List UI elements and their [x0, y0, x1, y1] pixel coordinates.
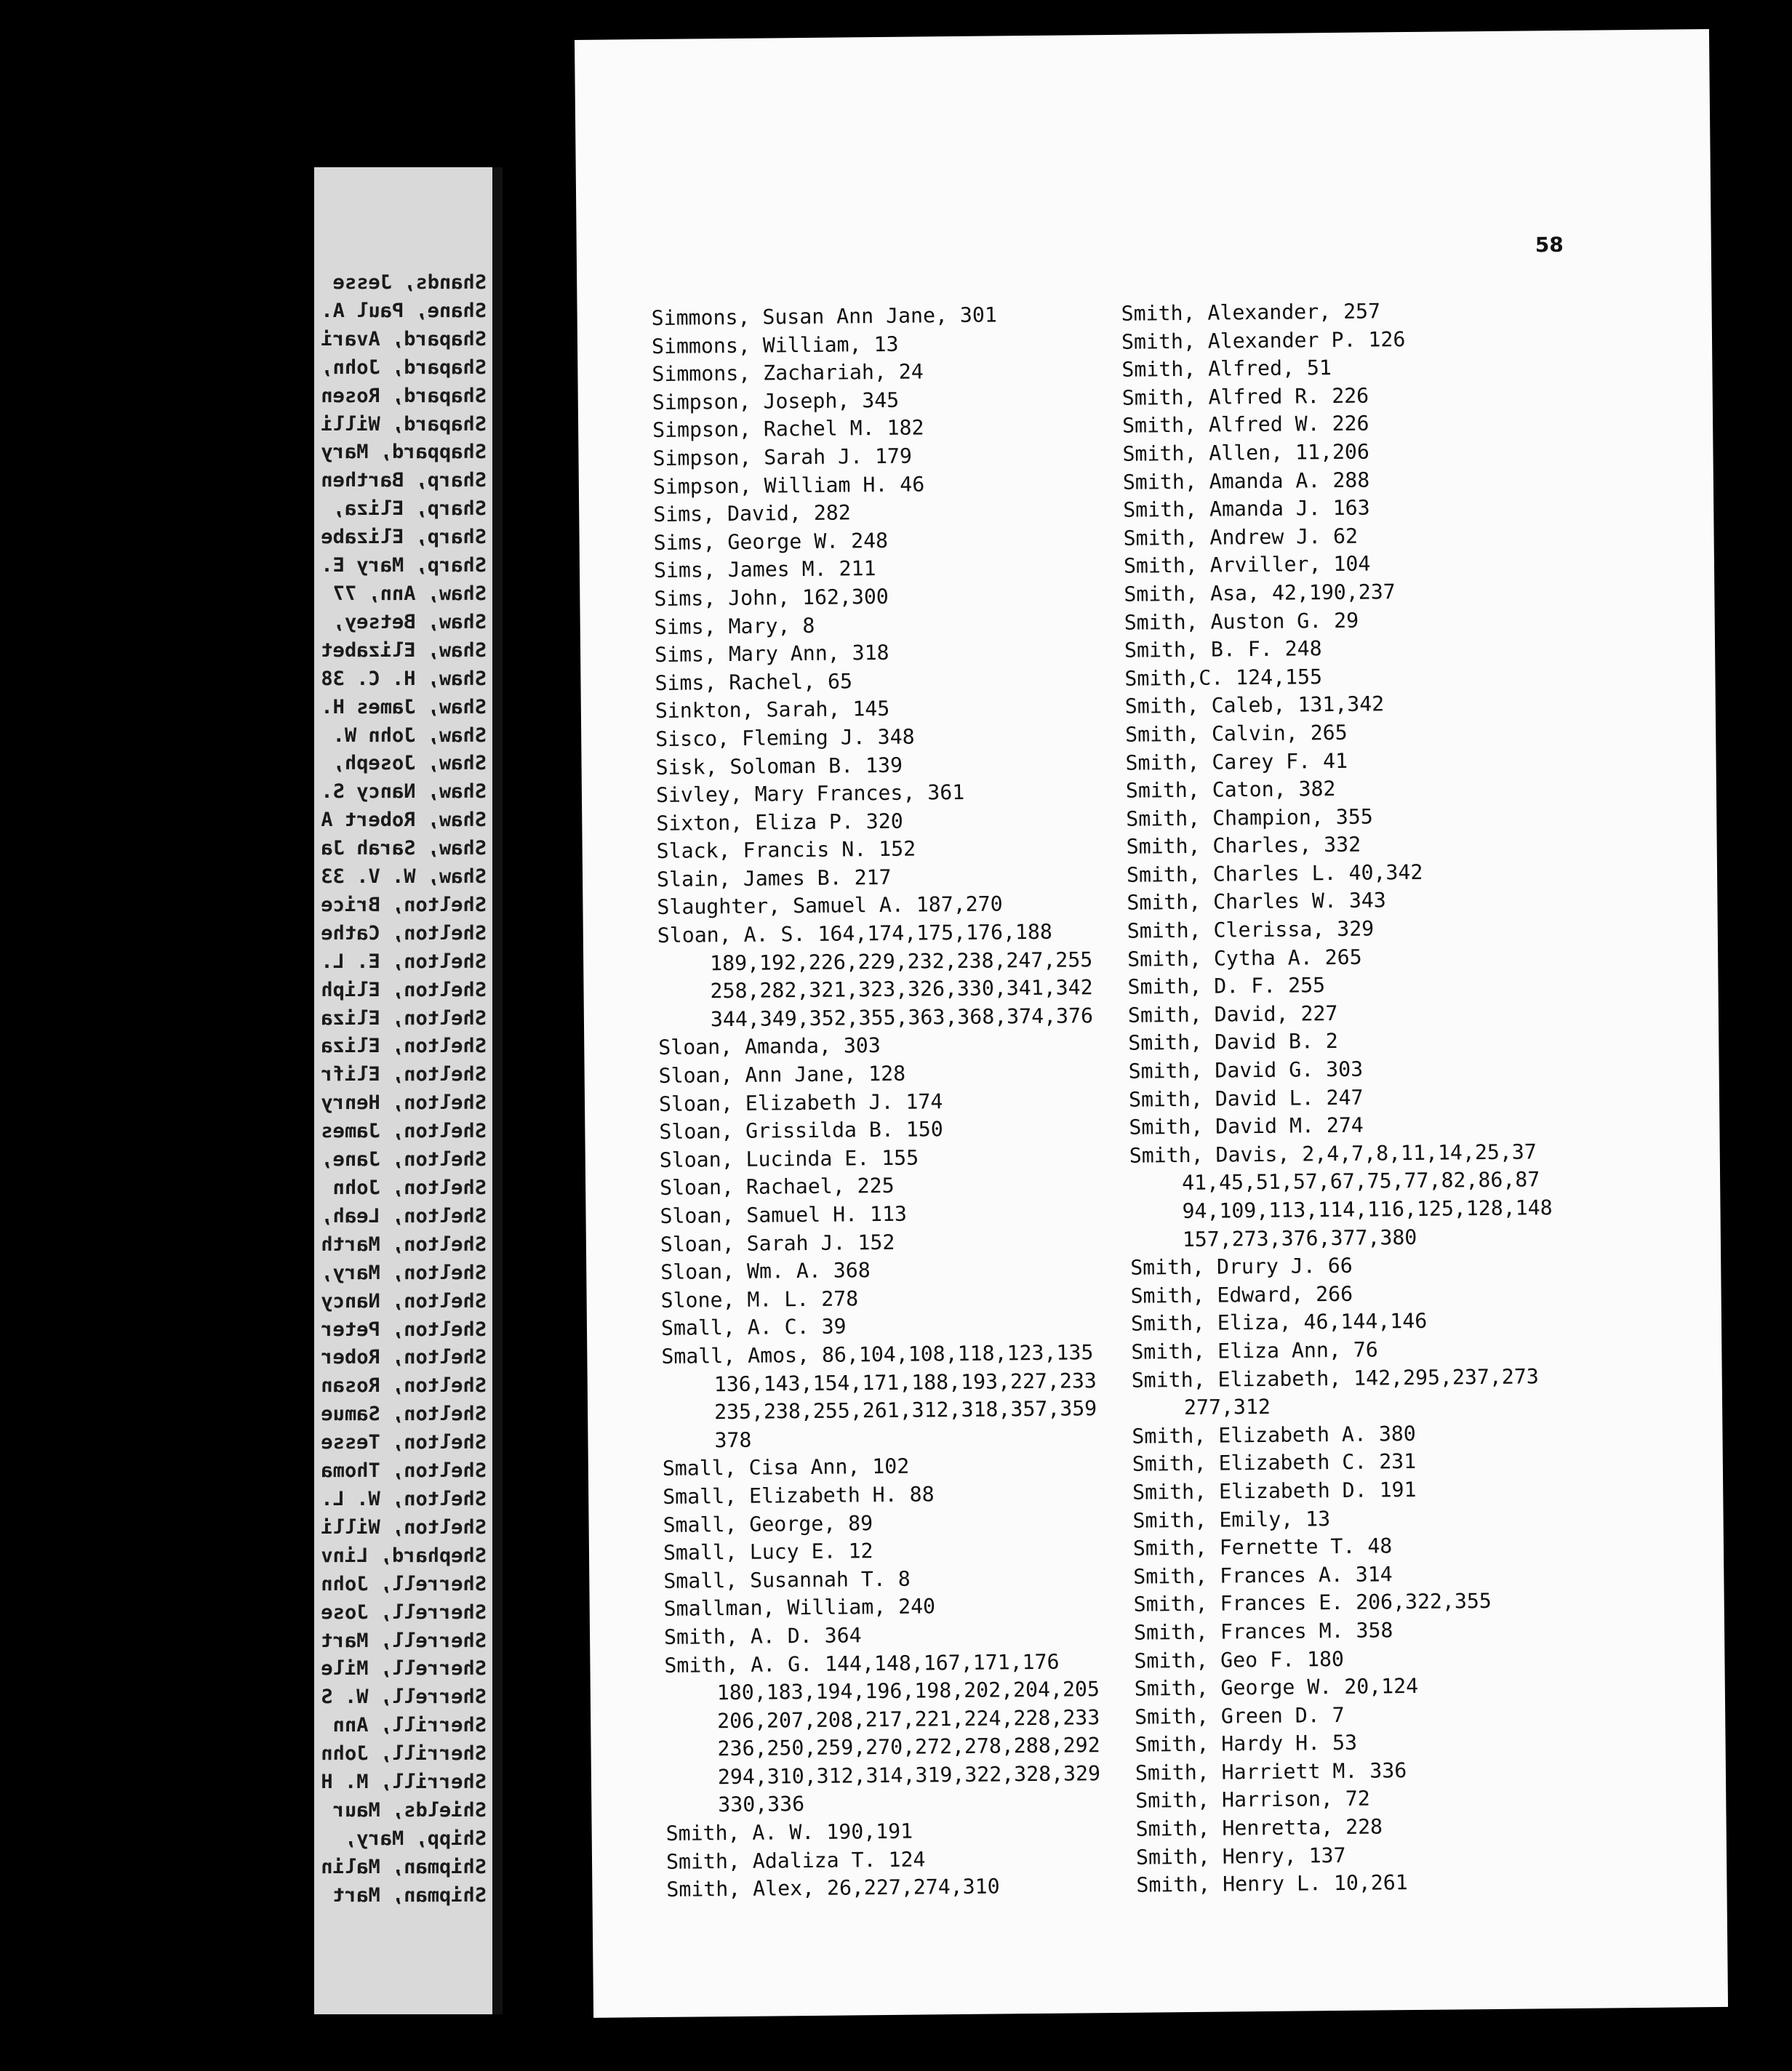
- mirrored-entry: Shipman, Malin: [321, 1855, 487, 1878]
- index-entry: Smith, Hardy H. 53: [1135, 1731, 1358, 1757]
- mirrored-entry: Shappard, Mary: [321, 441, 487, 464]
- mirrored-entry: Shelton, Tesse: [321, 1431, 487, 1454]
- page-number: 58: [1535, 232, 1564, 257]
- mirrored-entry: Sherrill, Ann: [332, 1714, 487, 1737]
- mirrored-entry: Shelton, Eliph: [321, 978, 487, 1001]
- index-entry: 180,183,194,196,198,202,204,205: [716, 1677, 1100, 1705]
- index-entry: Sloan, Rachael, 225: [660, 1174, 895, 1201]
- index-entry: Smith, Davis, 2,4,7,8,11,14,25,37: [1129, 1139, 1537, 1168]
- mirrored-entry: Sharp, Barthen: [321, 469, 487, 492]
- index-entry: Sloan, Amanda, 303: [658, 1033, 881, 1060]
- mirrored-entry: Sherrell, Mart: [321, 1629, 487, 1652]
- index-entry: 94,109,113,114,116,125,128,148: [1182, 1195, 1553, 1224]
- mirrored-entry: Sharp, Elizabe: [321, 526, 487, 549]
- index-entry: Smith, Allen, 11,206: [1122, 439, 1370, 466]
- index-entry: Sixton, Eliza P. 320: [656, 809, 903, 836]
- index-entry: Smith, Henry L. 10,261: [1136, 1870, 1408, 1897]
- index-entry: Smith, Andrew J. 62: [1123, 524, 1359, 550]
- mirrored-entry: Sharp, Eliza,: [332, 497, 487, 521]
- index-entry: Smith, Frances M. 358: [1133, 1618, 1393, 1645]
- index-entry: Sloan, Grissilda B. 150: [659, 1117, 943, 1145]
- mirrored-entry: Shelton, Jane,: [321, 1148, 487, 1171]
- index-entry: Small, Susannah T. 8: [663, 1566, 911, 1593]
- mirrored-entry: Shelton, Marth: [321, 1233, 487, 1256]
- mirrored-entry: Shields, Maur: [332, 1798, 487, 1822]
- index-entry: Smith, Frances E. 206,322,355: [1133, 1589, 1492, 1617]
- index-entry: Small, Lucy E. 12: [663, 1539, 873, 1566]
- index-entry: Smallman, William, 240: [663, 1594, 936, 1622]
- index-entry: Simpson, Rachel M. 182: [652, 415, 924, 443]
- index-entry: Small, A. C. 39: [660, 1314, 847, 1341]
- index-entry: Sloan, Lucinda E. 155: [659, 1145, 919, 1172]
- index-entry: Simpson, William H. 46: [652, 471, 925, 499]
- index-entry: 136,143,154,171,188,193,227,233: [713, 1368, 1097, 1396]
- index-entry: Sloan, Elizabeth J. 174: [658, 1089, 943, 1116]
- previous-page-edge: [314, 167, 503, 2014]
- index-entry: Sims, James M. 211: [653, 556, 876, 583]
- index-entry: Smith, David, 227: [1127, 1001, 1338, 1028]
- index-entry: Smith, David M. 274: [1129, 1113, 1364, 1139]
- index-entry: Smith, Frances A. 314: [1133, 1562, 1393, 1589]
- index-entry: Smith, Fernette T. 48: [1132, 1534, 1393, 1561]
- index-entry: Smith, Alex, 26,227,274,310: [666, 1874, 1000, 1902]
- index-entry: Simmons, William, 13: [651, 332, 899, 358]
- mirrored-entry: Shaw, Joseph,: [332, 752, 487, 775]
- mirrored-entry: Shapard, John,: [321, 356, 487, 379]
- mirrored-entry: Shaw, W. V. 33: [321, 865, 487, 889]
- mirrored-entry: Shaw, John W.: [332, 724, 487, 747]
- index-entry: Sloan, Ann Jane, 128: [658, 1061, 906, 1088]
- index-entry: Small, Elizabeth H. 88: [663, 1482, 935, 1509]
- mirrored-entry: Shelton, John: [332, 1177, 487, 1199]
- index-entry: Slain, James B. 217: [656, 865, 892, 892]
- index-entry: Smith, A. W. 190,191: [665, 1819, 913, 1846]
- index-entry: Smith, Caton, 382: [1125, 777, 1336, 803]
- mirrored-entry: Shelton, Rober: [321, 1346, 487, 1369]
- index-entry: Smith, Henry, 137: [1135, 1843, 1346, 1870]
- index-entry: Smith, Cytha A. 265: [1127, 945, 1362, 972]
- mirrored-entry: Shelton, Eliza: [321, 1006, 487, 1030]
- mirrored-entry: Shelton, Elifr: [321, 1063, 487, 1086]
- index-entry: Smith, Alfred, 51: [1121, 356, 1332, 382]
- mirrored-entry: Shaw, Robert A: [321, 809, 487, 832]
- mirrored-index-text: [314, 167, 492, 1910]
- index-entry: Smith, Geo F. 180: [1134, 1646, 1345, 1673]
- index-page: [575, 29, 1728, 2018]
- mirrored-entry: Shephard, Linv: [321, 1544, 487, 1567]
- index-entry: Sloan, Sarah J. 152: [660, 1230, 895, 1257]
- mirrored-entry: Sherrill, John: [321, 1742, 487, 1766]
- index-entry: Smith, George W. 20,124: [1134, 1674, 1419, 1701]
- mirrored-entry: Shaw, Betsey,: [332, 610, 487, 633]
- index-entry: Smith, Edward, 266: [1130, 1281, 1353, 1308]
- index-entry: Smith, Amanda J. 163: [1123, 495, 1370, 522]
- mirrored-entry: Shelton, Nancy: [321, 1289, 487, 1313]
- mirrored-entry: Shapard, Avari: [321, 327, 487, 350]
- index-entry: Smith, Drury J. 66: [1130, 1253, 1353, 1280]
- index-entry: Simpson, Sarah J. 179: [652, 444, 913, 470]
- mirrored-entry: Sherrell, John: [321, 1572, 487, 1595]
- index-entry: Sims, George W. 248: [653, 528, 889, 555]
- mirrored-entry: Shaw, Ann, 77: [332, 582, 487, 605]
- mirrored-entry: Shapard, Rosen: [321, 384, 487, 407]
- index-entry: Smith, Charles W. 343: [1127, 888, 1386, 916]
- index-entry: Smith, Adaliza T. 124: [665, 1847, 926, 1874]
- index-entry: Smith, Clerissa, 329: [1127, 916, 1375, 943]
- index-entry: Smith, Charles L. 40,342: [1126, 860, 1423, 887]
- index-entry: 236,250,259,270,272,278,288,292: [717, 1733, 1100, 1761]
- mirrored-entry: Shelton, Thoma: [321, 1459, 487, 1483]
- mirrored-entry: Sherrill, M. H: [321, 1771, 487, 1794]
- index-entry: Slack, Francis N. 152: [656, 836, 916, 864]
- index-entry: 206,207,208,217,221,224,228,233: [717, 1705, 1100, 1733]
- mirrored-entry: Shelton, Cathe: [321, 921, 487, 945]
- mirrored-entry: Shelton, Willi: [321, 1515, 487, 1539]
- index-entry: 378: [714, 1427, 752, 1452]
- index-entry: Small, Cisa Ann, 102: [662, 1454, 910, 1481]
- index-entry: Slone, M. L. 278: [660, 1286, 859, 1313]
- index-entry: Sims, David, 282: [653, 500, 851, 527]
- index-entry: Smith, Alfred R. 226: [1121, 383, 1369, 410]
- mirrored-entry: Shelton, Peter: [321, 1318, 487, 1341]
- mirrored-entry: Shelton, E. L.: [321, 950, 487, 973]
- index-entry: Smith, D. F. 255: [1127, 973, 1326, 1000]
- mirrored-entry: Shapard, Willi: [321, 412, 487, 436]
- mirrored-entry: Shaw, Elizabet: [321, 638, 487, 662]
- mirrored-entry: Shelton, Samue: [321, 1403, 487, 1426]
- index-entry: Smith, David B. 2: [1128, 1029, 1338, 1056]
- index-entry: Smith, Alexander, 257: [1121, 299, 1381, 326]
- index-entry: Smith, B. F. 248: [1124, 636, 1322, 662]
- mirrored-entry: Sharp, Mary E.: [321, 554, 487, 577]
- mirrored-entry: Shaw, Nancy S.: [321, 780, 487, 804]
- mirrored-entry: Shipp, Mary,: [344, 1827, 487, 1850]
- index-entry: Smith, Calvin, 265: [1125, 720, 1348, 747]
- index-entry: Smith, Arviller, 104: [1123, 551, 1371, 579]
- mirrored-entry: Shaw, James H.: [321, 695, 487, 718]
- index-entry: Smith, Elizabeth C. 231: [1132, 1449, 1417, 1477]
- mirrored-entry: Shelton, James: [321, 1120, 487, 1143]
- index-entry: Small, Amos, 86,104,108,118,123,135: [661, 1340, 1094, 1369]
- mirrored-entry: Shipman, Mart: [332, 1883, 487, 1907]
- mirrored-entry: Shelton, Leah,: [321, 1204, 487, 1227]
- index-entry: Smith, Auston G. 29: [1124, 608, 1359, 635]
- index-entry: 330,336: [718, 1792, 805, 1817]
- index-entry: 277,312: [1183, 1395, 1271, 1420]
- index-entry: Simpson, Joseph, 345: [652, 388, 900, 414]
- index-entry: Sloan, Wm. A. 368: [660, 1258, 871, 1285]
- index-entry: Smith, Harriett M. 336: [1135, 1758, 1407, 1785]
- index-entry: Smith, Harrison, 72: [1135, 1787, 1370, 1814]
- mirrored-entry: Shelton, Brice: [321, 893, 487, 916]
- index-entry: Simmons, Zachariah, 24: [652, 359, 924, 387]
- index-entry: Smith, Charles, 332: [1126, 832, 1361, 860]
- index-entry: Smith, Alfred W. 226: [1121, 411, 1369, 438]
- index-entry: Sims, Mary Ann, 318: [654, 641, 889, 668]
- mirrored-entry: Shelton, Mary,: [321, 1261, 487, 1284]
- mirrored-entry: Shane, Paul A.: [321, 299, 487, 322]
- index-entry: 41,45,51,57,67,75,77,82,86,87: [1181, 1167, 1540, 1195]
- mirrored-entry: Shaw, H. C. 38: [321, 667, 487, 690]
- index-entry: Smith, Alexander P. 126: [1121, 327, 1406, 354]
- index-entry: Slaughter, Samuel A. 187,270: [657, 892, 1003, 920]
- index-entry: 258,282,321,323,326,330,341,342: [710, 975, 1093, 1004]
- mirrored-entry: Sherrell, Mile: [321, 1657, 487, 1681]
- index-entry: Smith, Caleb, 131,342: [1124, 692, 1385, 719]
- index-entry: Simmons, Susan Ann Jane, 301: [651, 303, 997, 331]
- mirrored-entry: Shelton, Eliza: [321, 1035, 487, 1058]
- index-entry: 235,238,255,261,312,318,357,359: [713, 1396, 1097, 1425]
- index-entry: Sims, John, 162,300: [654, 584, 889, 611]
- index-entry: Sivley, Mary Frances, 361: [655, 780, 965, 808]
- index-entry: 344,349,352,355,363,368,374,376: [710, 1004, 1094, 1032]
- index-entry: Smith, Henretta, 228: [1135, 1814, 1383, 1841]
- mirrored-entry: Shelton, Henry: [321, 1091, 487, 1115]
- index-entry: Sloan, Samuel H. 113: [660, 1201, 908, 1228]
- index-entry: Smith, Champion, 355: [1126, 804, 1373, 831]
- mirrored-entry: Sherrell, W. S: [321, 1686, 487, 1709]
- index-entry: Smith, Amanda A. 288: [1122, 468, 1370, 494]
- mirrored-entry: Shands, Jesse: [332, 271, 487, 294]
- index-entry: Smith, Carey F. 41: [1125, 748, 1348, 775]
- index-entry: Smith, Elizabeth A. 380: [1132, 1421, 1416, 1449]
- index-entry: 189,192,226,229,232,238,247,255: [710, 947, 1093, 975]
- index-entry: 294,310,312,314,319,322,328,329: [717, 1761, 1101, 1790]
- index-entry: Smith, Green D. 7: [1135, 1702, 1345, 1729]
- index-entry: Small, George, 89: [663, 1510, 873, 1537]
- index-entry: Sisco, Fleming J. 348: [655, 724, 915, 751]
- index-entry: Smith, A. G. 144,148,167,171,176: [664, 1649, 1060, 1678]
- index-column-right: [1121, 296, 1601, 1900]
- index-entry: Smith, Elizabeth, 142,295,237,273: [1131, 1363, 1539, 1393]
- mirrored-entry: Shaw, Sarah Ja: [321, 837, 487, 860]
- index-entry: Smith, A. D. 364: [663, 1623, 862, 1649]
- mirrored-entry: Shelton, Rosan: [321, 1374, 487, 1398]
- index-entry: Sims, Mary, 8: [654, 613, 815, 639]
- index-entry: Smith, David G. 303: [1128, 1057, 1364, 1083]
- index-entry: Sisk, Soloman B. 139: [655, 753, 903, 780]
- index-entry: Smith, Emily, 13: [1132, 1506, 1331, 1533]
- mirrored-entry: Sherrell, Jose: [321, 1601, 487, 1624]
- mirrored-entry: Shelton, W. L.: [321, 1487, 487, 1510]
- index-entry: Smith, Elizabeth D. 191: [1132, 1477, 1417, 1505]
- index-entry: Smith, Eliza Ann, 76: [1131, 1337, 1378, 1364]
- index-entry: Sloan, A. S. 164,174,175,176,188: [657, 919, 1053, 948]
- index-entry: Smith, David L. 247: [1128, 1085, 1364, 1112]
- index-entry: 157,273,376,377,380: [1182, 1225, 1417, 1251]
- index-entry: Smith,C. 124,155: [1124, 664, 1323, 691]
- index-entry: Sims, Rachel, 65: [655, 669, 853, 695]
- index-entry: Sinkton, Sarah, 145: [655, 697, 890, 724]
- index-entry: Smith, Asa, 42,190,237: [1124, 580, 1396, 606]
- index-column-left: [651, 300, 1132, 1904]
- index-entry: Smith, Eliza, 46,144,146: [1130, 1309, 1428, 1337]
